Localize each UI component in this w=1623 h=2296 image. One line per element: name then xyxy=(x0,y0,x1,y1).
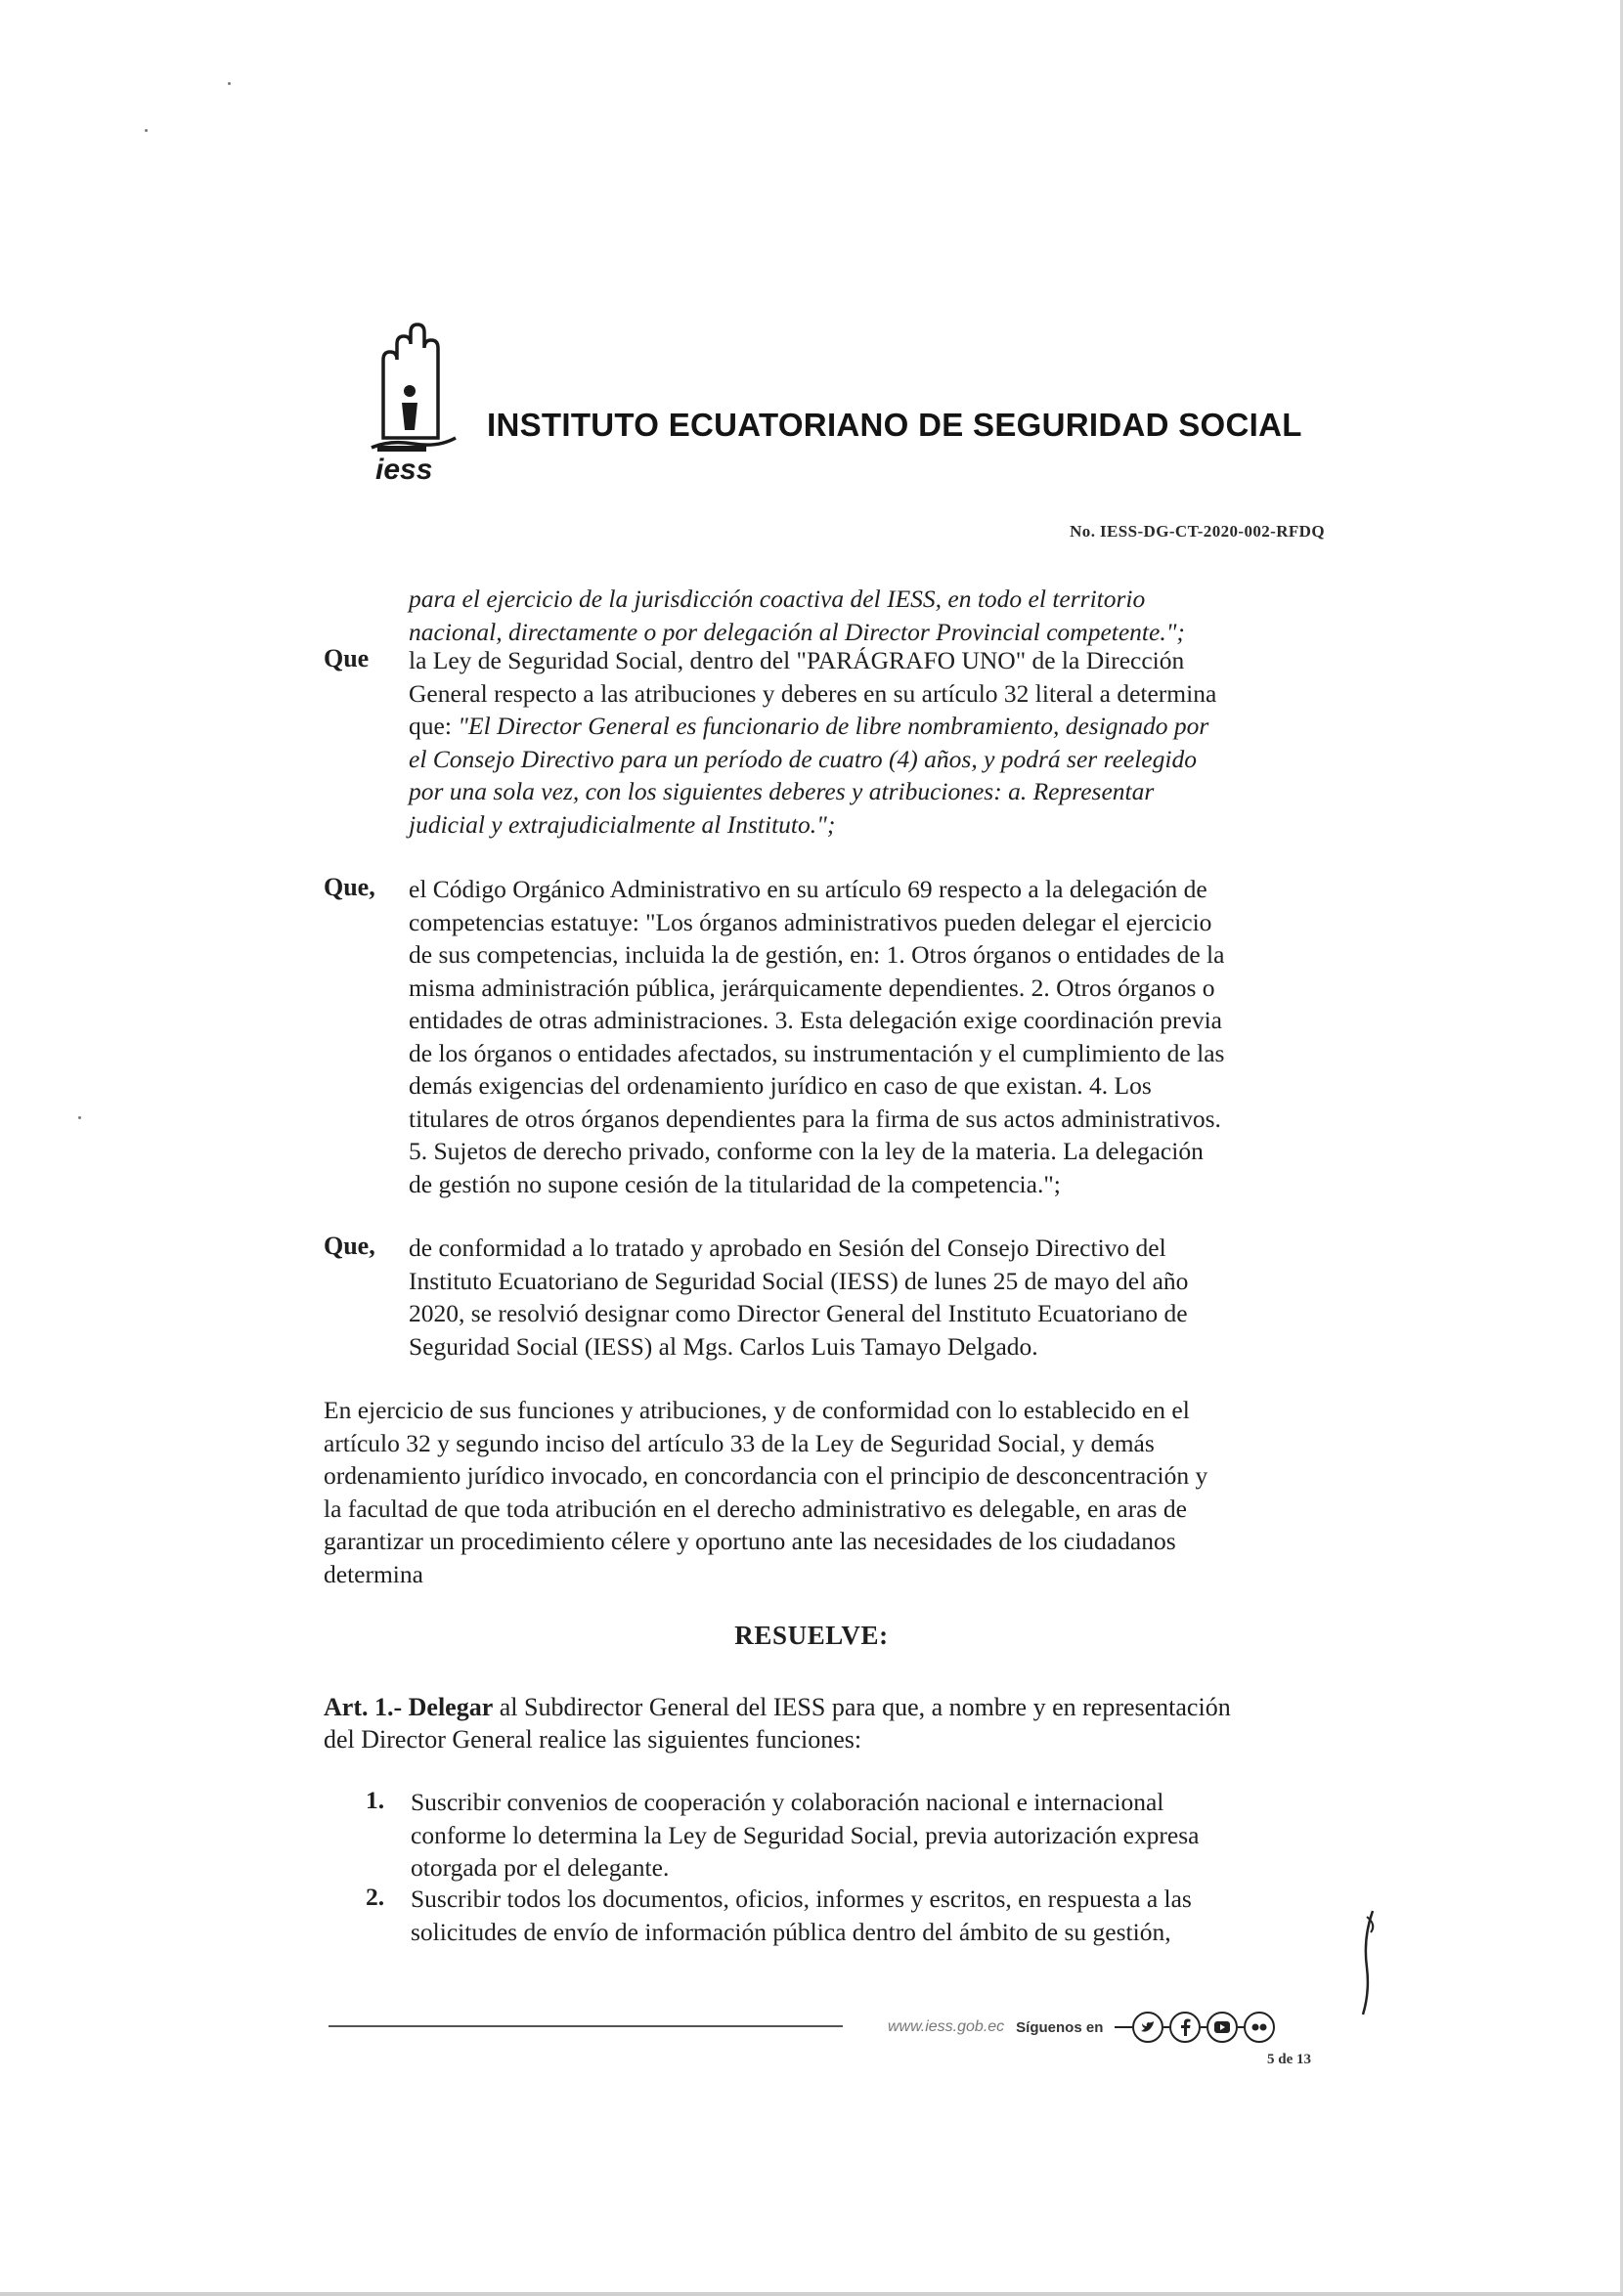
text-line: Suscribir convenios de cooperación y colaboración nacional e internacional xyxy=(411,1788,1164,1816)
text-line: competencias estatuye: "Los órganos administrativos pueden delegar el ejercicio xyxy=(409,907,1212,936)
page-number: 5 de 13 xyxy=(1267,2052,1311,2067)
list-number: 2. xyxy=(366,1883,385,1911)
text-line: el Consejo Directivo para un período de cuatro (4) años, y podrá ser reelegido xyxy=(409,744,1197,773)
text-line: del Director General realice las siguientes funciones: xyxy=(324,1725,862,1754)
connector-line xyxy=(1115,2026,1132,2028)
text-line: misma administración pública, jerárquicamente dependientes. 2. Otros órganos o xyxy=(409,973,1215,1002)
article-1 xyxy=(324,1691,1326,1755)
social-icons xyxy=(1115,2012,1275,2043)
text-fragment: que: xyxy=(409,712,459,740)
text-line: Instituto Ecuatoriano de Seguridad Social (IESS) de lunes 25 de mayo del año xyxy=(409,1266,1189,1295)
text-line: conforme lo determina la Ley de Seguridad Social, previa autorización expresa xyxy=(411,1820,1200,1849)
text-line: judicial y extrajudicialmente al Instituto."; xyxy=(409,809,836,839)
youtube-icon[interactable] xyxy=(1206,2012,1238,2043)
text-line: nacional, directamente o por delegación al Director Provincial competente."; xyxy=(409,617,1185,646)
text-line: 5. Sujetos de derecho privado, conforme con la ley de la materia. La delegación xyxy=(409,1137,1204,1165)
text-line: por una sola vez, con los siguientes deberes y atribuciones: a. Representar xyxy=(409,777,1155,805)
list-item xyxy=(411,1786,1326,1884)
text-line: General respecto a las atribuciones y deberes en su artículo 32 literal a determina xyxy=(409,678,1217,708)
scan-edge xyxy=(0,2292,1623,2296)
text-line: garantizar un procedimiento célere y oportuno ante las necesidades de los ciudadanos xyxy=(324,1527,1176,1555)
text-line: solicitudes de envío de información pública dentro del ámbito de su gestión, xyxy=(411,1917,1171,1946)
facebook-icon[interactable] xyxy=(1169,2012,1201,2043)
document-number: No. IESS-DG-CT-2020-002-RFDQ xyxy=(1070,522,1325,541)
list-item xyxy=(411,1883,1326,1948)
iess-logo-icon xyxy=(370,323,458,489)
text-line xyxy=(409,710,1326,743)
scan-speck xyxy=(78,1116,81,1119)
scan-speck xyxy=(145,129,148,132)
paragraph-que-codigo-organico xyxy=(409,873,1326,1200)
resuelve-heading: RESUELVE: xyxy=(734,1621,889,1650)
footer xyxy=(888,2009,1275,2046)
text-line: titulares de otros órganos dependientes para la firma de sus actos administrativos. xyxy=(409,1104,1221,1133)
text-line: artículo 32 y segundo inciso del artículo 33 de la Ley de Seguridad Social, y demás xyxy=(324,1428,1155,1457)
website-link[interactable]: www.iess.gob.ec xyxy=(888,2018,1005,2035)
article-label: Art. 1.- Delegar xyxy=(324,1693,494,1721)
twitter-icon[interactable] xyxy=(1132,2012,1163,2043)
signature-mark xyxy=(1353,1909,1382,2016)
text-line: Seguridad Social (IESS) al Mgs. Carlos Luis Tamayo Delgado. xyxy=(409,1331,1038,1361)
text-line: ordenamiento jurídico invocado, en concordancia con el principio de desconcentración y xyxy=(324,1461,1208,1490)
logo-text: iess xyxy=(375,454,433,486)
paragraph-que-ley-seguridad xyxy=(409,644,1326,841)
paragraph-continuation xyxy=(409,583,1326,648)
text-line: entidades de otras administraciones. 3. Esta delegación exige coordinación previa xyxy=(409,1006,1222,1034)
text-line: para el ejercicio de la jurisdicción coactiva del IESS, en todo el territorio xyxy=(409,585,1146,613)
text-line: demás exigencias del ordenamiento jurídico en caso de que existan. 4. Los xyxy=(409,1071,1152,1100)
text-fragment: al Subdirector General del IESS para que, a nombre y en representación xyxy=(493,1693,1231,1721)
text-line: de conformidad a lo tratado y aprobado en Sesión del Consejo Directivo del xyxy=(409,1234,1166,1262)
que-label: Que, xyxy=(324,1232,375,1260)
footer-rule xyxy=(329,2025,843,2027)
text-line: de gestión no supone cesión de la titularidad de la competencia."; xyxy=(409,1169,1061,1198)
text-line: determina xyxy=(324,1559,423,1588)
paragraph-en-ejercicio xyxy=(324,1394,1326,1590)
quote-fragment: "El Director General es funcionario de libre nombramiento, designado por xyxy=(458,712,1209,740)
que-label: Que xyxy=(324,644,370,672)
text-line: la facultad de que toda atribución en el derecho administrativo es delegable, en aras de xyxy=(324,1494,1187,1523)
list-number: 1. xyxy=(366,1786,385,1814)
text-line: de los órganos o entidades afectados, su instrumentación y el cumplimiento de las xyxy=(409,1038,1225,1067)
text-line: 2020, se resolvió designar como Director General del Instituto Ecuatoriano de xyxy=(409,1299,1188,1327)
follow-label: Síguenos en xyxy=(1016,2018,1104,2036)
que-label: Que, xyxy=(324,873,375,901)
text-line: el Código Orgánico Administrativo en su artículo 69 respecto a la delegación de xyxy=(409,875,1207,903)
text-line: la Ley de Seguridad Social, dentro del "PARÁGRAFO UNO" de la Dirección xyxy=(409,646,1185,674)
text-line: Suscribir todos los documentos, oficios, informes y escritos, en respuesta a las xyxy=(411,1884,1192,1913)
paragraph-que-sesion-consejo xyxy=(409,1232,1326,1363)
letterhead xyxy=(370,323,1347,489)
scan-speck xyxy=(228,82,231,85)
text-line: otorgada por el delegante. xyxy=(411,1853,670,1882)
flickr-icon[interactable] xyxy=(1244,2012,1275,2043)
org-name: INSTITUTO ECUATORIANO DE SEGURIDAD SOCIAL xyxy=(487,407,1302,443)
text-line: En ejercicio de sus funciones y atribuciones, y de conformidad con lo establecido en el xyxy=(324,1396,1190,1424)
text-line: de sus competencias, incluida la de gestión, en: 1. Otros órganos o entidades de la xyxy=(409,940,1225,969)
